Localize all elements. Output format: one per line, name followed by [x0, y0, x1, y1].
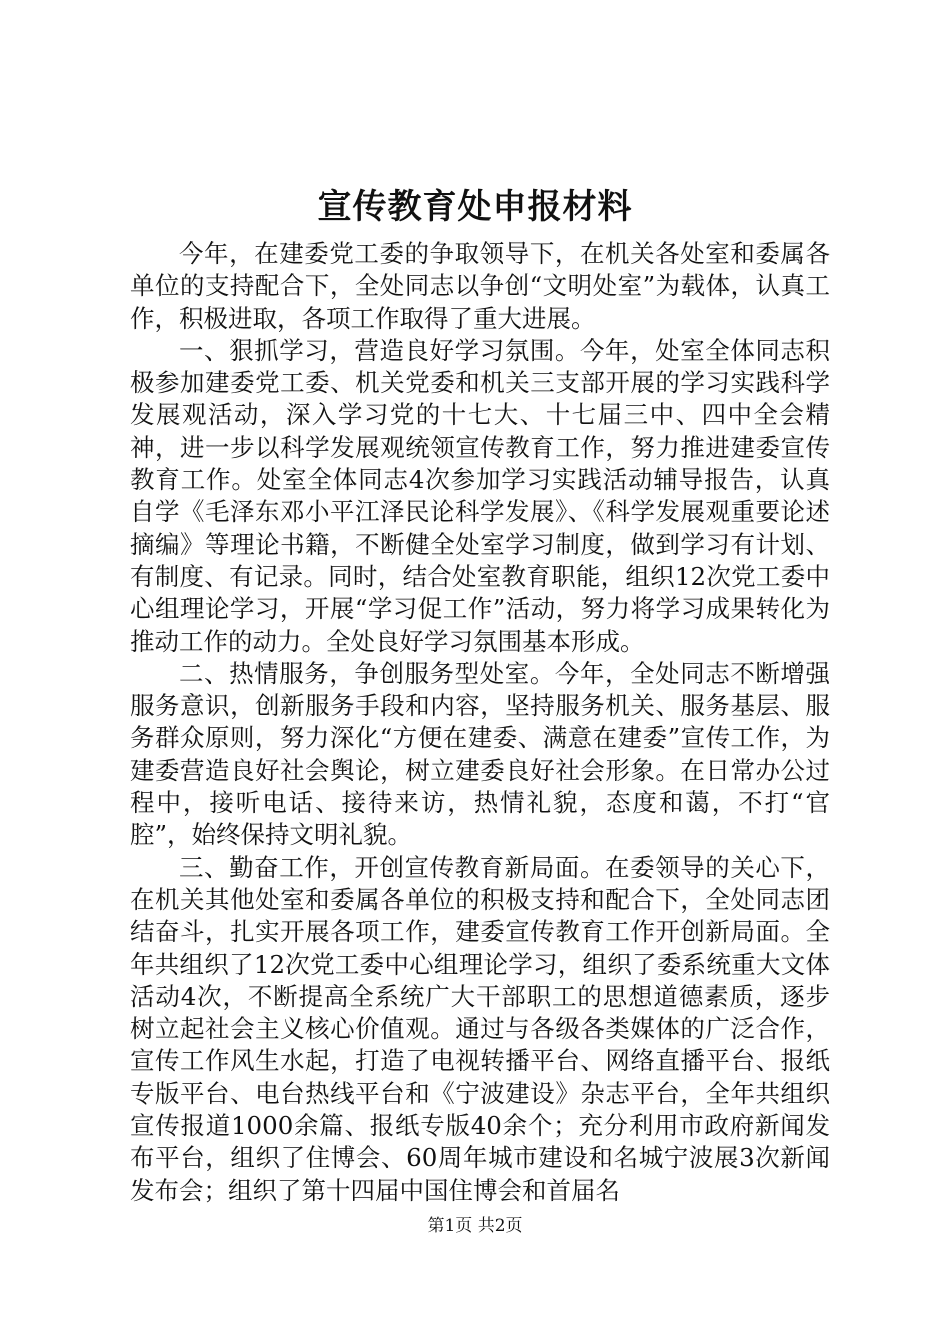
paragraph-intro: 今年，在建委党工委的争取领导下，在机关各处室和委属各单位的支持配合下，全处同志以争创“文明处室”为载体，认真工作，积极进取，各项工作取得了重大进展。 [130, 239, 830, 333]
page-number-footer: 第1页 共2页 [427, 1216, 523, 1236]
paragraph-service: 二、热情服务，争创服务型处室。今年，全处同志不断增强服务意识，创新服务手段和内容，坚持服务机关、服务基层、服务群众原则，努力深化“方便在建委、满意在建委”宣传工作，为建委营造良好社会舆论，树立建委良好社会形象。在日常办公过程中，接听电话、接待来访，热情礼貌，态度和蔼，不打“官腔”，始终保持文明礼貌。 [130, 658, 830, 850]
paragraph-work: 三、勤奋工作，开创宣传教育新局面。在委领导的关心下，在机关其他处室和委属各单位的积极支持和配合下，全处同志团结奋斗，扎实开展各项工作，建委宣传教育工作开创新局面。全年共组织了12次党工委中心组理论学习，组织了委系统重大文体活动4次，不断提高全系统广大干部职工的思想道德素质，逐步树立起社会主义核心价值观。通过与各级各类媒体的广泛合作，宣传工作风生水起，打造了电视转播平台、网络直播平台、报纸专版平台、电台热线平台和《宁波建设》杂志平台，全年共组织宣传报道1000余篇、报纸专版40余个；充分利用市政府新闻发布平台，组织了住博会、60周年城市建设和名城宁波展3次新闻发布会；组织了第十四届中国住博会和首届名 [130, 852, 830, 1205]
paragraph-study: 一、狠抓学习，营造良好学习氛围。今年，处室全体同志积极参加建委党工委、机关党委和机关三支部开展的学习实践科学发展观活动，深入学习党的十七大、十七届三中、四中全会精神，进一步以科学发展观统领宣传教育工作，努力推进建委宣传教育工作。处室全体同志4次参加学习实践活动辅导报告，认真自学《毛泽东邓小平江泽民论科学发展》、《科学发展观重要论述摘编》等理论书籍，不断健全处室学习制度，做到学习有计划、有制度、有记录。同时，结合处室教育职能，组织12次党工委中心组理论学习，开展“学习促工作”活动，努力将学习成果转化为推动工作的动力。全处良好学习氛围基本形成。 [130, 335, 830, 656]
document-body [130, 238, 830, 1207]
document-title: 宣传教育处申报材料 [317, 187, 633, 227]
